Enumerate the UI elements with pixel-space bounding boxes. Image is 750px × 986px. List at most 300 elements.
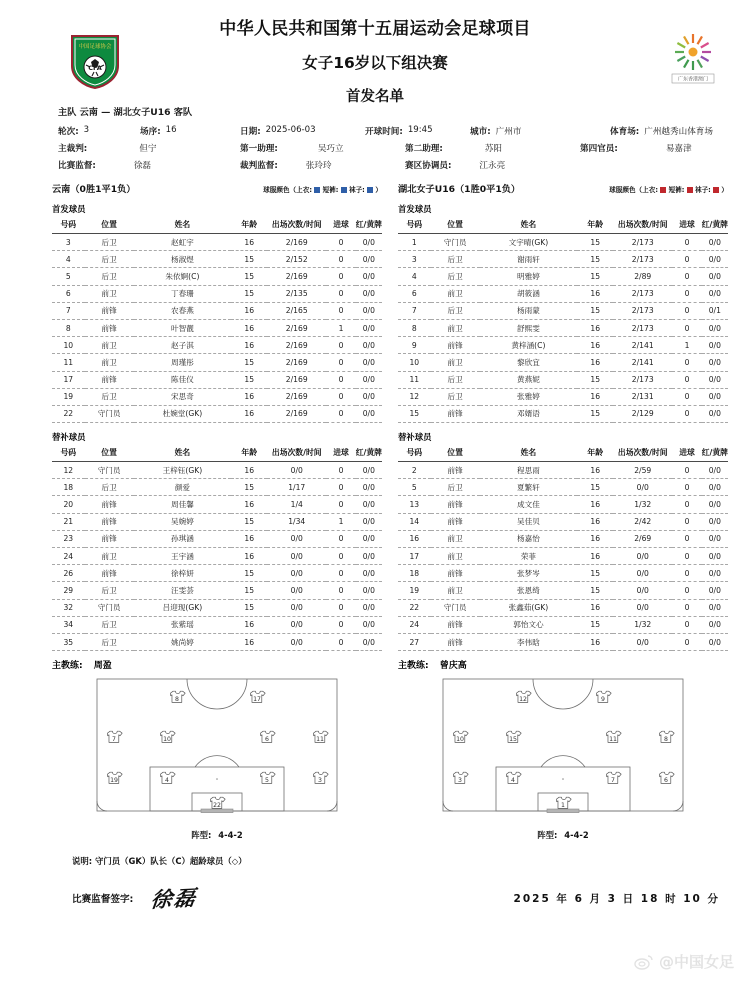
- cell-pos: 前卫: [85, 548, 134, 565]
- cell-pos: 守门员: [431, 599, 480, 616]
- weibo-icon: [634, 954, 654, 970]
- cell-goals: 0: [326, 234, 355, 251]
- cell-pos: 前锋: [85, 371, 134, 388]
- cell-name: 舒熙雯: [480, 319, 578, 336]
- cell-goals: 0: [326, 565, 355, 582]
- cell-pos: 前锋: [431, 616, 480, 633]
- home-label: 主队: [58, 107, 77, 118]
- coach-row-away: 主教练: 曾庆高: [398, 661, 467, 672]
- cell-cards: 0/0: [356, 337, 382, 354]
- table-row: [52, 251, 382, 268]
- cell-goals: 0: [326, 633, 355, 650]
- coach-name-home: 周盈: [93, 661, 112, 672]
- kit-socks-swatch-home: [367, 187, 373, 193]
- player-shirt-number: 3: [458, 777, 462, 785]
- table-row: [52, 462, 382, 479]
- cell-age: 15: [577, 251, 613, 268]
- pitch-wrap-away: [398, 675, 728, 841]
- cell-goals: 0: [326, 302, 355, 319]
- team-name-home: 云南（0胜1平1负）: [52, 184, 136, 195]
- cell-num: 8: [52, 319, 85, 336]
- cell-goals: 0: [326, 405, 355, 422]
- cell-name: 颜爱: [134, 479, 232, 496]
- cell-goals: 0: [672, 388, 701, 405]
- cell-num: 3: [398, 251, 431, 268]
- cell-goals: 0: [326, 268, 355, 285]
- cell-cards: 0/0: [356, 388, 382, 405]
- cell-age: 15: [231, 565, 267, 582]
- cell-age: 16: [577, 548, 613, 565]
- cell-num: 14: [398, 513, 431, 530]
- cell-cards: 0/0: [356, 371, 382, 388]
- cell-goals: 0: [672, 599, 701, 616]
- cell-cards: 0/0: [702, 371, 728, 388]
- cell-pos: 后卫: [85, 633, 134, 650]
- player-shirt-3: [314, 772, 329, 784]
- cell-cards: 0/0: [356, 565, 382, 582]
- cell-cards: 0/0: [702, 285, 728, 302]
- cell-age: 15: [577, 616, 613, 633]
- pitch-wrap-home: [52, 675, 382, 841]
- cell-num: 34: [52, 616, 85, 633]
- cell-name: 邓婿语: [480, 405, 578, 422]
- cell-cards: 0/0: [356, 633, 382, 650]
- substitutes-table-home: [52, 445, 382, 651]
- player-shirt-11: [314, 731, 329, 743]
- cell-cards: 0/0: [702, 337, 728, 354]
- cell-name: 夏繁轩: [480, 479, 578, 496]
- cell-goals: 1: [672, 337, 701, 354]
- table-row: [398, 319, 728, 336]
- cell-age: 15: [231, 371, 267, 388]
- team-block-home: [52, 181, 382, 671]
- cell-name: 姚尚婷: [134, 633, 232, 650]
- legend-text: 说明: 守门员（GK）队长（C）超龄球员（◇）: [72, 856, 247, 867]
- cell-pos: 后卫: [85, 582, 134, 599]
- player-shirt-8: [171, 691, 186, 703]
- cell-apps: 2/69: [613, 530, 672, 547]
- table-row: [52, 234, 382, 251]
- info-stadium: 体育场: 广州越秀山体育场: [610, 127, 713, 137]
- cell-apps: 2/169: [267, 354, 326, 371]
- cell-age: 16: [577, 462, 613, 479]
- cell-goals: 0: [672, 234, 701, 251]
- cell-name: 朱依婀(C): [134, 268, 232, 285]
- cell-name: 黄梓涵(C): [480, 337, 578, 354]
- pitch-diagram-home: [92, 675, 342, 825]
- cell-goals: 0: [672, 371, 701, 388]
- starters-title-home: 首发球员: [52, 204, 86, 214]
- table-row: [52, 548, 382, 565]
- player-shirt-number: 7: [611, 777, 615, 785]
- cell-pos: 前锋: [431, 462, 480, 479]
- cell-name: 程思雨: [480, 462, 578, 479]
- cell-cards: 0/0: [356, 354, 382, 371]
- coach-row-home: 主教练: 周盈: [52, 661, 112, 672]
- table-row: [52, 337, 382, 354]
- cell-cards: 0/0: [702, 530, 728, 547]
- cell-cards: 0/0: [356, 496, 382, 513]
- teams-container: [0, 181, 750, 671]
- cell-pos: 前卫: [431, 354, 480, 371]
- subs-title-home: 替补球员: [52, 432, 86, 443]
- cell-goals: 0: [672, 268, 701, 285]
- cell-pos: 前卫: [85, 354, 134, 371]
- cell-num: 10: [398, 354, 431, 371]
- cell-age: 15: [577, 302, 613, 319]
- cell-cards: 0/0: [702, 462, 728, 479]
- kit-shirt-swatch-away: [660, 187, 666, 193]
- cell-age: 16: [577, 388, 613, 405]
- cell-age: 15: [231, 268, 267, 285]
- cell-cards: 0/0: [702, 354, 728, 371]
- cell-pos: 前锋: [431, 513, 480, 530]
- cell-apps: 0/0: [267, 582, 326, 599]
- cell-name: 吴佳贝: [480, 513, 578, 530]
- info-city: 城市: 广州市: [470, 127, 522, 137]
- cell-goals: 0: [326, 371, 355, 388]
- cell-apps: 2/173: [613, 319, 672, 336]
- cell-goals: 0: [672, 633, 701, 650]
- cell-num: 9: [398, 337, 431, 354]
- cell-goals: 0: [326, 388, 355, 405]
- cell-pos: 前锋: [85, 565, 134, 582]
- cell-pos: 前卫: [431, 582, 480, 599]
- cell-pos: 前锋: [431, 405, 480, 422]
- cell-goals: 0: [672, 302, 701, 319]
- kit-shorts-swatch-home: [341, 187, 347, 193]
- cell-name: 周瑾彤: [134, 354, 232, 371]
- cell-num: 11: [398, 371, 431, 388]
- cell-name: 周佳馨: [134, 496, 232, 513]
- table-row: [398, 371, 728, 388]
- cell-name: 吕迎现(GK): [134, 599, 232, 616]
- cell-goals: 0: [672, 548, 701, 565]
- table-row: [398, 337, 728, 354]
- player-shirt-number: 22: [213, 802, 221, 810]
- player-shirt-6: [660, 772, 675, 784]
- cell-apps: 0/0: [613, 633, 672, 650]
- cell-pos: 后卫: [431, 479, 480, 496]
- cell-pos: 前卫: [431, 530, 480, 547]
- info-referee: 主裁判: 但宁: [58, 144, 157, 154]
- cell-pos: 后卫: [431, 388, 480, 405]
- cell-age: 16: [231, 462, 267, 479]
- cell-cards: 0/0: [702, 268, 728, 285]
- cell-apps: 0/0: [267, 565, 326, 582]
- formation-diagrams: [0, 675, 750, 841]
- substitutes-table-away: [398, 445, 728, 651]
- player-shirt-4: [161, 772, 176, 784]
- cell-goals: 0: [672, 479, 701, 496]
- cell-goals: 0: [326, 616, 355, 633]
- match-info-row-1: [58, 125, 726, 137]
- cell-age: 16: [231, 388, 267, 405]
- cell-name: 明雅婷: [480, 268, 578, 285]
- cell-name: 孙琪涵: [134, 530, 232, 547]
- player-shirt-number: 17: [253, 696, 261, 704]
- cell-age: 15: [231, 513, 267, 530]
- cell-age: 15: [231, 285, 267, 302]
- info-date: 日期: 2025-06-03: [240, 125, 316, 137]
- cell-pos: 前锋: [85, 319, 134, 336]
- table-row: [52, 319, 382, 336]
- match-info: [0, 104, 750, 171]
- player-shirt-8: [660, 731, 675, 743]
- cell-apps: 0/0: [613, 582, 672, 599]
- player-shirt-number: 12: [519, 696, 527, 704]
- player-shirt-15: [507, 731, 522, 743]
- cell-num: 22: [52, 405, 85, 422]
- table-row: [52, 582, 382, 599]
- supervisor-signature: 徐磊: [149, 884, 199, 913]
- cell-age: 15: [577, 582, 613, 599]
- info-assistant-1: 第一助理: 吴巧立: [240, 144, 344, 154]
- cell-apps: 2/173: [613, 302, 672, 319]
- cell-pos: 后卫: [85, 234, 134, 251]
- table-row: [52, 354, 382, 371]
- table-row: [398, 633, 728, 650]
- formation-value-home: 4-4-2: [218, 830, 243, 841]
- info-kickoff: 开球时间: 19:45: [365, 125, 433, 137]
- cell-cards: 0/0: [702, 479, 728, 496]
- cell-goals: 0: [672, 251, 701, 268]
- cell-name: 杨嘉怡: [480, 530, 578, 547]
- cell-apps: 0/0: [267, 616, 326, 633]
- cell-age: 15: [231, 479, 267, 496]
- cell-name: 吴婉婷: [134, 513, 232, 530]
- cell-name: 汪雯荟: [134, 582, 232, 599]
- cell-pos: 后卫: [85, 616, 134, 633]
- cell-cards: 0/0: [702, 582, 728, 599]
- cell-age: 16: [231, 616, 267, 633]
- player-shirt-number: 19: [110, 777, 118, 785]
- table-row: [398, 462, 728, 479]
- games-emblem-icon: [662, 30, 724, 86]
- cell-num: 11: [52, 354, 85, 371]
- cell-pos: 后卫: [431, 251, 480, 268]
- cell-cards: 0/0: [356, 513, 382, 530]
- cell-apps: 1/34: [267, 513, 326, 530]
- player-shirt-1: [557, 797, 572, 809]
- kit-shirt-swatch-home: [314, 187, 320, 193]
- cell-goals: 0: [672, 565, 701, 582]
- table-row: [398, 616, 728, 633]
- table-row: [52, 371, 382, 388]
- cell-goals: 0: [672, 530, 701, 547]
- cell-name: 谢雨轩: [480, 251, 578, 268]
- cell-num: 35: [52, 633, 85, 650]
- cell-apps: 2/169: [267, 337, 326, 354]
- cell-name: 胡筱涵: [480, 285, 578, 302]
- match-info-row-3: [58, 159, 726, 171]
- table-row: [398, 285, 728, 302]
- player-shirt-number: 3: [318, 777, 322, 785]
- table-header-row: 号码 位置 姓名 年龄 出场次数/时间 进球 红/黄牌: [398, 445, 728, 462]
- cell-cards: 0/0: [702, 599, 728, 616]
- info-match-supervisor: 比赛监督: 徐磊: [58, 161, 152, 171]
- cell-apps: 2/173: [613, 251, 672, 268]
- cell-age: 15: [577, 268, 613, 285]
- cell-name: 赵子淇: [134, 337, 232, 354]
- cell-goals: 0: [326, 530, 355, 547]
- cell-age: 16: [577, 599, 613, 616]
- player-shirt-17: [251, 691, 266, 703]
- cell-pos: 前锋: [431, 633, 480, 650]
- team-header-home: [52, 181, 382, 195]
- cell-age: 16: [231, 633, 267, 650]
- pitch-diagram-away: [438, 675, 688, 825]
- cell-apps: 2/42: [613, 513, 672, 530]
- table-row: [398, 530, 728, 547]
- cell-pos: 前锋: [85, 530, 134, 547]
- cell-num: 15: [398, 405, 431, 422]
- table-row: [398, 496, 728, 513]
- table-row: [398, 599, 728, 616]
- versus-dash: —: [101, 107, 111, 118]
- cell-age: 16: [577, 354, 613, 371]
- cell-apps: 2/59: [613, 462, 672, 479]
- cell-pos: 前锋: [431, 337, 480, 354]
- cell-age: 16: [231, 234, 267, 251]
- cell-num: 5: [52, 268, 85, 285]
- table-row: [398, 354, 728, 371]
- cell-goals: 1: [326, 319, 355, 336]
- weibo-watermark: [634, 951, 734, 972]
- cell-apps: 2/173: [613, 234, 672, 251]
- cell-name: 叶智靓: [134, 319, 232, 336]
- cell-age: 15: [231, 354, 267, 371]
- player-shirt-10: [161, 731, 176, 743]
- kit-colors-away: 球服颜色（上衣: 短裤: 袜子: ）: [609, 186, 728, 194]
- table-row: [52, 302, 382, 319]
- cell-pos: 守门员: [431, 234, 480, 251]
- cell-apps: 1/32: [613, 496, 672, 513]
- team-name-away: 湖北女子U16（1胜0平1负）: [398, 184, 521, 195]
- cell-name: 陈佳仪: [134, 371, 232, 388]
- player-shirt-number: 9: [601, 696, 605, 704]
- svg-text:广东香港澳门: 广东香港澳门: [677, 76, 709, 83]
- cell-name: 杨淑煜: [134, 251, 232, 268]
- cell-goals: 0: [326, 496, 355, 513]
- cell-cards: 0/0: [702, 234, 728, 251]
- cell-goals: 0: [672, 582, 701, 599]
- cell-goals: 1: [326, 513, 355, 530]
- cell-pos: 后卫: [85, 251, 134, 268]
- cell-name: 张紫瑶: [134, 616, 232, 633]
- cell-apps: 2/169: [267, 388, 326, 405]
- cell-pos: 后卫: [431, 302, 480, 319]
- cell-num: 24: [52, 548, 85, 565]
- cfa-logo-icon: [68, 32, 122, 90]
- cell-pos: 前卫: [431, 319, 480, 336]
- cell-num: 21: [52, 513, 85, 530]
- cell-num: 6: [398, 285, 431, 302]
- cell-age: 15: [231, 599, 267, 616]
- player-shirt-number: 15: [509, 736, 517, 744]
- table-row: [52, 599, 382, 616]
- cell-pos: 守门员: [85, 599, 134, 616]
- cell-pos: 后卫: [85, 388, 134, 405]
- cell-age: 16: [577, 319, 613, 336]
- player-shirt-7: [108, 731, 123, 743]
- cell-apps: 2/169: [267, 268, 326, 285]
- player-shirt-number: 8: [664, 736, 668, 744]
- cell-apps: 2/141: [613, 337, 672, 354]
- player-shirt-number: 6: [265, 736, 269, 744]
- cell-goals: 0: [672, 354, 701, 371]
- team-header-away: [398, 181, 728, 195]
- cell-name: 丁春珊: [134, 285, 232, 302]
- cell-age: 16: [231, 530, 267, 547]
- table-row: [398, 405, 728, 422]
- cell-apps: 2/165: [267, 302, 326, 319]
- info-match-order: 场序: 16: [140, 125, 177, 137]
- cell-name: 杜婉堂(GK): [134, 405, 232, 422]
- cell-num: 6: [52, 285, 85, 302]
- cell-goals: 0: [326, 285, 355, 302]
- cell-name: 赵虹宇: [134, 234, 232, 251]
- player-shirt-number: 4: [165, 777, 169, 785]
- cell-goals: 0: [326, 354, 355, 371]
- cell-cards: 0/0: [356, 462, 382, 479]
- player-shirt-number: 8: [175, 696, 179, 704]
- cell-apps: 2/169: [267, 234, 326, 251]
- cell-age: 16: [577, 530, 613, 547]
- cell-age: 16: [231, 337, 267, 354]
- cell-goals: 0: [326, 548, 355, 565]
- watermark-text: @中国女足: [658, 953, 734, 971]
- cell-age: 15: [231, 251, 267, 268]
- cell-cards: 0/0: [356, 302, 382, 319]
- cell-num: 32: [52, 599, 85, 616]
- player-shirt-4: [507, 772, 522, 784]
- cell-name: 杨雨蒙: [480, 302, 578, 319]
- cell-num: 8: [398, 319, 431, 336]
- cell-apps: 0/0: [613, 565, 672, 582]
- cell-pos: 前卫: [85, 337, 134, 354]
- starters-title-away: 首发球员: [398, 204, 432, 214]
- cell-name: 李伟晗: [480, 633, 578, 650]
- cell-cards: 0/0: [702, 513, 728, 530]
- cell-num: 19: [52, 388, 85, 405]
- match-teams-line: [58, 104, 726, 118]
- cell-age: 16: [231, 302, 267, 319]
- cell-name: 张恩绮: [480, 582, 578, 599]
- cell-name: 张雅婷: [480, 388, 578, 405]
- cell-num: 7: [398, 302, 431, 319]
- home-team-name: 云南: [79, 107, 98, 118]
- player-shirt-number: 11: [316, 736, 324, 744]
- player-shirt-number: 11: [609, 736, 617, 744]
- cell-cards: 0/0: [356, 405, 382, 422]
- cell-cards: 0/0: [356, 479, 382, 496]
- table-row: [52, 616, 382, 633]
- cell-age: 16: [231, 319, 267, 336]
- table-row: [52, 530, 382, 547]
- cell-age: 16: [577, 496, 613, 513]
- player-shirt-number: 7: [112, 736, 116, 744]
- info-referee-supervisor: 裁判监督: 张玲玲: [240, 161, 332, 171]
- cell-age: 15: [577, 479, 613, 496]
- cell-cards: 0/0: [702, 548, 728, 565]
- cell-num: 4: [398, 268, 431, 285]
- cell-cards: 0/0: [356, 548, 382, 565]
- cell-name: 农春燕: [134, 302, 232, 319]
- cell-cards: 0/1: [702, 302, 728, 319]
- cell-pos: 后卫: [431, 371, 480, 388]
- table-row: [398, 234, 728, 251]
